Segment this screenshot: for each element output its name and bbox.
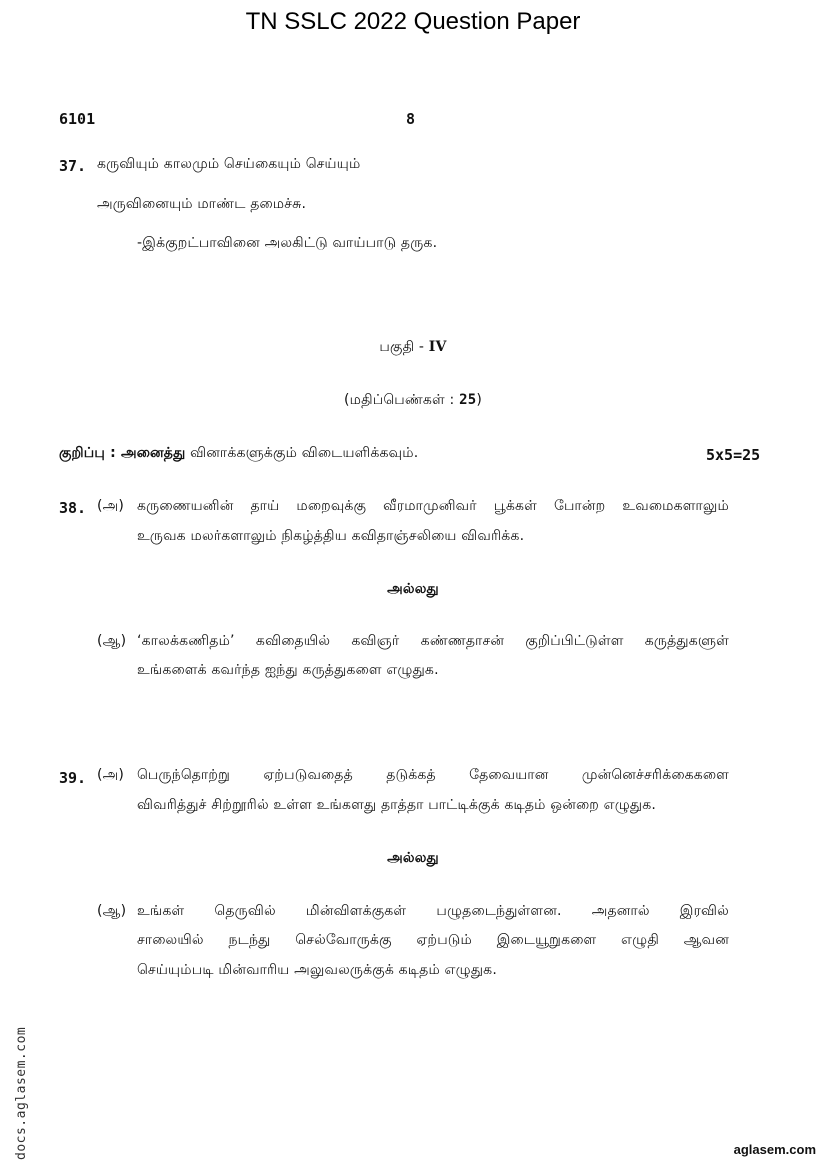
banner-title: TN SSLC 2022 Question Paper bbox=[245, 8, 581, 35]
side-watermark: docs.aglasem.com bbox=[14, 1026, 29, 1160]
q39-b-line-1: உங்கள் தெருவில் மின்விளக்குகள் பழுதடைந்துள்ளன. அதனால் இரவில் bbox=[137, 903, 729, 919]
note-bold-word: அனைத்து bbox=[121, 445, 186, 461]
q37-line-2: அருவினையும் மாண்ட தமைச்சு. bbox=[97, 196, 307, 212]
question-number-37: 37. bbox=[59, 157, 87, 175]
section-marks-prefix: (மதிப்பெண்கள் : bbox=[343, 392, 460, 408]
q39-b-line-3: செய்யும்படி மின்வாரிய அலுவலருக்குக் கடிதம் எழுதுக. bbox=[137, 962, 497, 978]
q37-line-1: கருவியும் காலமும் செய்கையும் செய்யும் bbox=[97, 156, 361, 172]
footer-site-link[interactable]: aglasem.com bbox=[733, 1142, 816, 1157]
q38-a-marker: (அ) bbox=[97, 498, 125, 514]
section-heading bbox=[0, 339, 826, 357]
q39-or: அல்லது bbox=[387, 850, 439, 866]
section-marks bbox=[0, 392, 826, 410]
q37-instruction: -இக்குறட்பாவினை அலகிட்டு வாய்பாடு தருக. bbox=[137, 235, 438, 251]
q38-b-line-1: ‘காலக்கணிதம்’ கவிதையில் கவிஞர் கண்ணதாசன் குறிப்பிட்டுள்ள கருத்துகளுள் bbox=[137, 633, 729, 649]
q39-b-line-2: சாலையில் நடந்து செல்வோருக்கு ஏற்படும் இடையூறுகளை எழுதி ஆவன bbox=[137, 932, 729, 948]
paper-code: 6101 bbox=[59, 110, 96, 128]
section-marks-suffix: ) bbox=[476, 392, 483, 408]
note-text: வினாக்களுக்கும் விடையளிக்கவும். bbox=[185, 445, 419, 461]
q38-or: அல்லது bbox=[387, 581, 439, 597]
question-number-38: 38. bbox=[59, 499, 87, 517]
q38-a-line-2: உருவக மலர்களாலும் நிகழ்த்திய கவிதாஞ்சலியை விவரிக்க. bbox=[137, 528, 525, 544]
section-part-number: IV bbox=[428, 339, 447, 355]
question-number-39: 39. bbox=[59, 769, 87, 787]
q39-a-line-2: விவரித்துச் சிற்றூரில் உள்ள உங்களது தாத்தா பாட்டிக்குக் கடிதம் ஒன்றை எழுதுக. bbox=[137, 797, 657, 813]
q38-b-marker: (ஆ) bbox=[97, 633, 127, 649]
note-line bbox=[59, 445, 418, 463]
note-marks: 5x5=25 bbox=[706, 446, 761, 464]
q38-a-line-1: கருணையனின் தாய் மறைவுக்கு வீரமாமுனிவர் பூக்கள் போன்ற உவமைகளாலும் bbox=[137, 498, 729, 514]
note-label: குறிப்பு : bbox=[59, 445, 121, 461]
q38-b-line-2: உங்களைக் கவர்ந்த ஐந்து கருத்துகளை எழுதுக. bbox=[137, 662, 439, 678]
section-marks-value: 25 bbox=[459, 392, 477, 408]
q39-a-line-1: பெருந்தொற்று ஏற்படுவதைத் தடுக்கத் தேவையான முன்னெச்சரிக்கைகளை bbox=[137, 767, 729, 783]
q39-a-marker: (அ) bbox=[97, 767, 125, 783]
section-part-label: பகுதி - bbox=[379, 339, 429, 355]
page-number: 8 bbox=[406, 110, 416, 128]
q39-b-marker: (ஆ) bbox=[97, 903, 127, 919]
